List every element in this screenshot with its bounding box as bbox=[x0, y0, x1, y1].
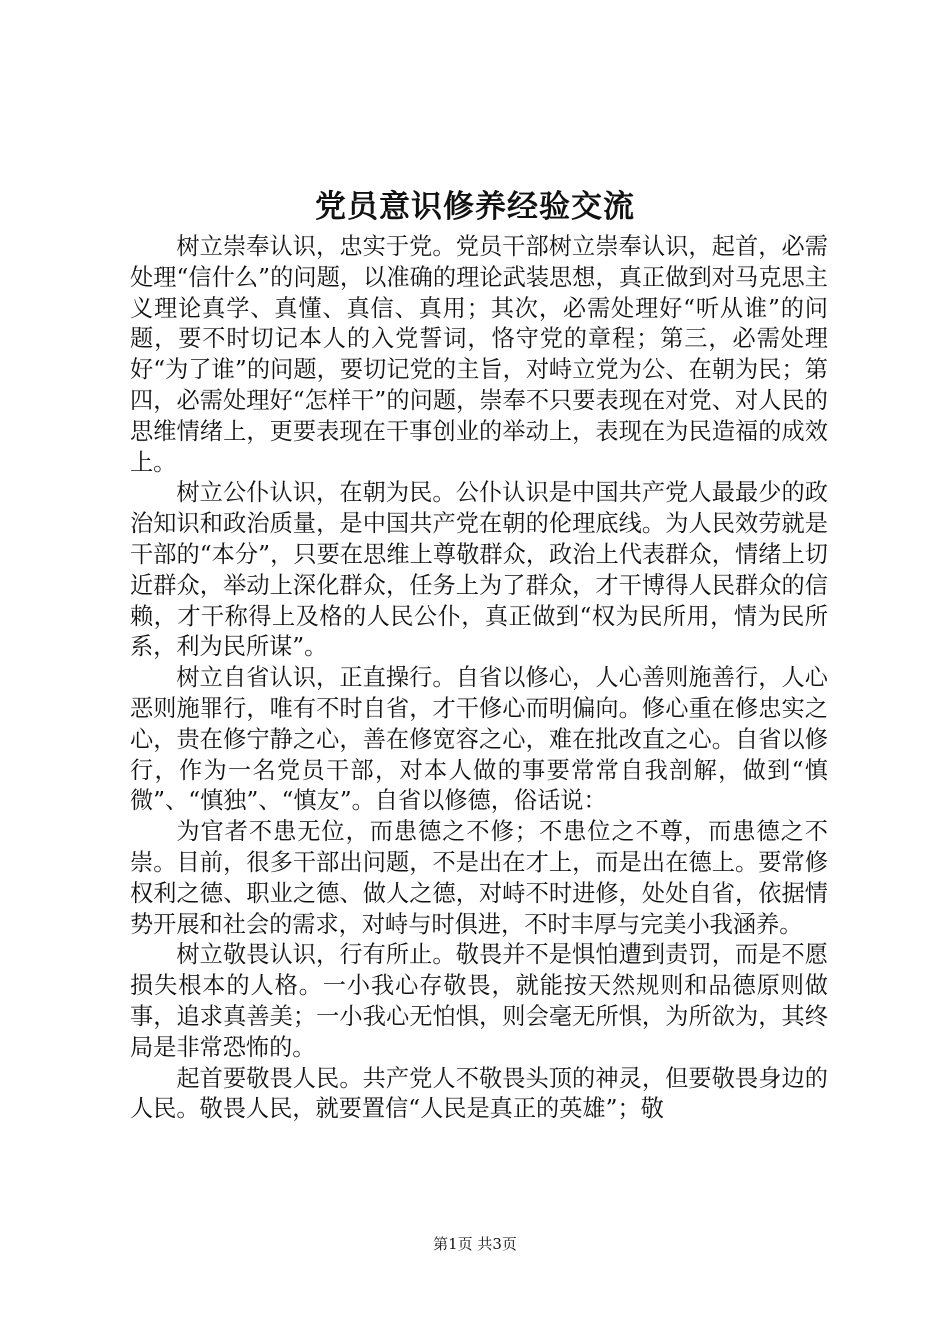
paragraph: 树立自省认识，正直操行。自省以修心，人心善则施善行，人心恶则施罪行，唯有不时自省，才干修心而明偏向。修心重在修忠实之心，贵在修宁静之心，善在修宽容之心，难在批改直之心。自省以修行，作为一名党员干部，对本人做的事要常常自我剖解，做到“慎微”、“慎独”、“慎友”。自省以修德，俗话说： bbox=[130, 664, 828, 815]
paragraph: 树立敬畏认识，行有所止。敬畏并不是惧怕遭到责罚，而是不愿损失根本的人格。一小我心存敬畏，就能按天然规则和品德原则做事，追求真善美；一小我心无怕惧，则会毫无所惧，为所欲为，其终局是非常恐怖的。 bbox=[130, 941, 828, 1061]
paragraph: 树立崇奉认识，忠实于党。党员干部树立崇奉认识，起首，必需处理“信什么”的问题，以准确的理论武装思想，真正做到对马克思主义理论真学、真懂、真信、真用；其次，必需处理好“听从谁”的问题，要不时切记本人的入党誓词，恪守党的章程；第三，必需处理好“为了谁”的问题，要切记党的主旨，对峙立党为公、在朝为民；第四，必需处理好“怎样干”的问题，崇奉不只要表现在对党、对人民的思维情绪上，更要表现在干事创业的举动上，表现在为民造福的成效上。 bbox=[130, 233, 828, 476]
document-body bbox=[130, 232, 828, 1125]
paragraph: 树立公仆认识，在朝为民。公仆认识是中国共产党人最最少的政治知识和政治质量，是中国共产党在朝的伦理底线。为人民效劳就是干部的“本分”，只要在思维上尊敬群众，政治上代表群众，情绪上切近群众，举动上深化群众，任务上为了群众，才干博得人民群众的信赖，才干称得上及格的人民公仆，真正做到“权为民所用，情为民所系，利为民所谋”。 bbox=[130, 479, 828, 661]
page-footer: 第1页 共3页 bbox=[433, 1235, 517, 1253]
page-title: 党员意识修养经验交流 bbox=[315, 189, 635, 225]
paragraph: 起首要敬畏人民。共产党人不敬畏头顶的神灵，但要敬畏身边的人民。敬畏人民，就要置信“人民是真正的英雄”；敬 bbox=[130, 1064, 828, 1123]
paragraph: 为官者不患无位，而患德之不修；不患位之不尊，而患德之不崇。目前，很多干部出问题，不是出在才上，而是出在德上。要常修权利之德、职业之德、做人之德，对峙不时进修，处处自省，依据情势开展和社会的需求，对峙与时俱进，不时丰厚与完美小我涵养。 bbox=[130, 818, 828, 938]
